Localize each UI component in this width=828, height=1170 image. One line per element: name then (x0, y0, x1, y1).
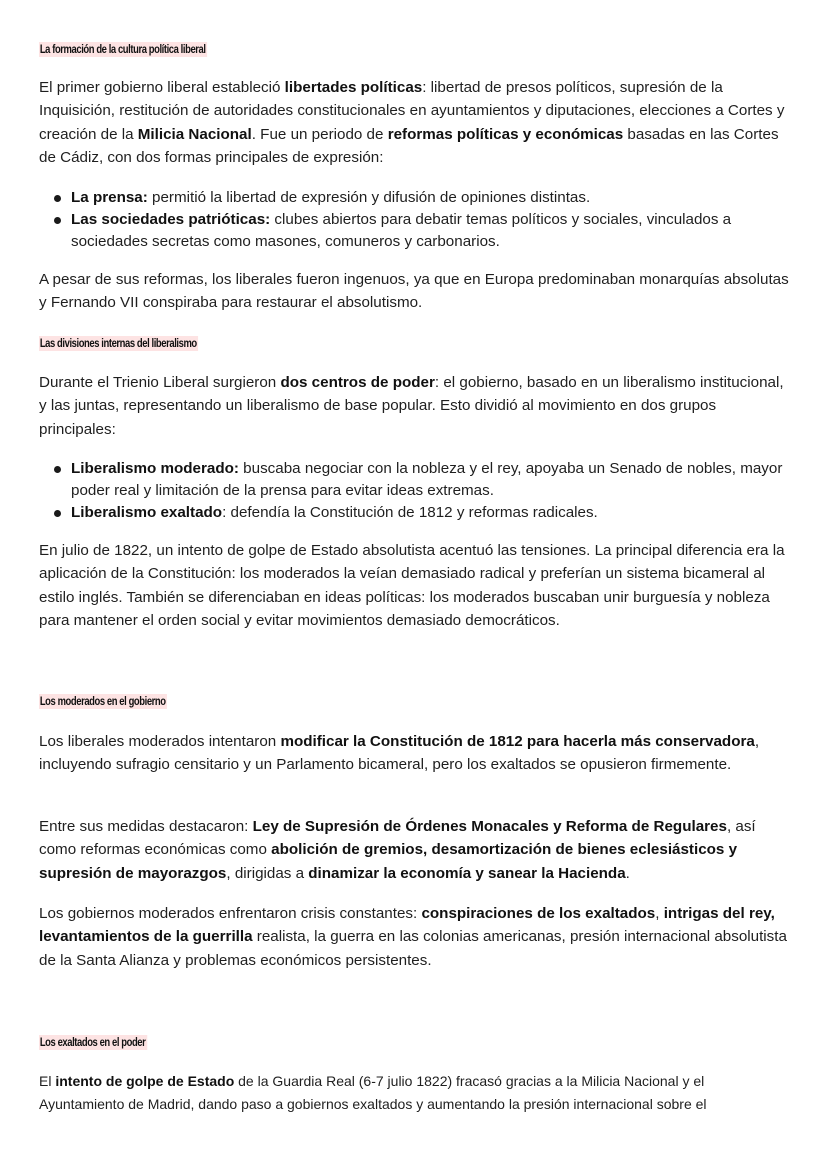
list-item: La prensa: permitió la libertad de expresión y difusión de opiniones distintas. (39, 187, 791, 209)
list-item: Liberalismo moderado: buscaba negociar con la nobleza y el rey, apoyaba un Senado de nobles, mayor poder real y limitación de la prensa para evitar ideas extremas. (39, 458, 791, 502)
section-cultura-politica (39, 40, 791, 58)
bullet-list (39, 458, 791, 524)
paragraph (39, 76, 791, 170)
section-moderados (39, 692, 791, 710)
paragraph (39, 902, 791, 972)
paragraph (39, 730, 791, 777)
list-item: Liberalismo exaltado: defendía la Constitución de 1812 y reformas radicales. (39, 502, 791, 524)
section-heading: Los moderados en el gobierno (39, 696, 166, 708)
paragraph (39, 539, 791, 633)
paragraph-text: Los gobiernos moderados enfrentaron crisis constantes: conspiraciones de los exaltados, intrigas del rey, levantamientos de la guerrilla realista, la guerra en las colonias americanas, presión internacional absolutista de la Santa Alianza y problemas económicos persistentes. (39, 905, 787, 969)
paragraph-text: A pesar de sus reformas, los liberales fueron ingenuos, ya que en Europa predominaban monarquías absolutas y Fernando VII conspiraba para restaurar el absolutismo. (39, 271, 789, 312)
paragraph (39, 268, 791, 315)
paragraph-text: Entre sus medidas destacaron: Ley de Supresión de Órdenes Monacales y Reforma de Regulares, así como reformas económicas como abolición de gremios, desamortización de bienes eclesiásticos y supresión de mayorazgos, dirigidas a dinamizar la economía y sanear la Hacienda. (39, 818, 756, 882)
paragraph-text: En julio de 1822, un intento de golpe de Estado absolutista acentuó las tensiones. La principal diferencia era la aplicación de la Constitución: los moderados la veían demasiado radical y preferían un sistema bicameral al estilo inglés. También se diferenciaban en ideas políticas: los moderados buscaban unir burguesía y nobleza para mantener el orden social y evitar movimientos demasiado democráticos. (39, 542, 785, 630)
section-heading: Los exaltados en el poder (39, 1037, 146, 1049)
paragraph-text: Durante el Trienio Liberal surgieron dos centros de poder: el gobierno, basado en un liberalismo institucional, y las juntas, representando un liberalismo de base popular. Esto dividió al movimiento en dos grupos principales: (39, 374, 784, 438)
section-divisiones (39, 334, 791, 352)
list-item: Las sociedades patrióticas: clubes abiertos para debatir temas políticos y sociales, vinculados a sociedades secretas como masones, comuneros y carbonarios. (39, 209, 791, 253)
paragraph (39, 815, 791, 885)
section-heading: La formación de la cultura política liberal (39, 44, 206, 56)
section-heading: Las divisiones internas del liberalismo (39, 338, 197, 350)
paragraph (39, 1070, 791, 1116)
paragraph-text: El intento de golpe de Estado de la Guardia Real (6-7 julio 1822) fracasó gracias a la Milicia Nacional y el Ayuntamiento de Madrid, dando paso a gobiernos exaltados y aumentando la presión internacional sobre el (39, 1073, 707, 1112)
bullet-list (39, 187, 791, 253)
section-exaltados (39, 1033, 791, 1051)
paragraph-text: El primer gobierno liberal estableció libertades políticas: libertad de presos políticos, supresión de la Inquisición, restitución de autoridades constitucionales en ayuntamientos y diputaciones, elecciones a Cortes y creación de la Milicia Nacional. Fue un periodo de reformas políticas y económicas basadas en las Cortes de Cádiz, con dos formas principales de expresión: (39, 79, 785, 167)
paragraph (39, 371, 791, 441)
paragraph-text: Los liberales moderados intentaron modificar la Constitución de 1812 para hacerla más conservadora, incluyendo sufragio censitario y un Parlamento bicameral, pero los exaltados se opusieron firmemente. (39, 733, 760, 774)
